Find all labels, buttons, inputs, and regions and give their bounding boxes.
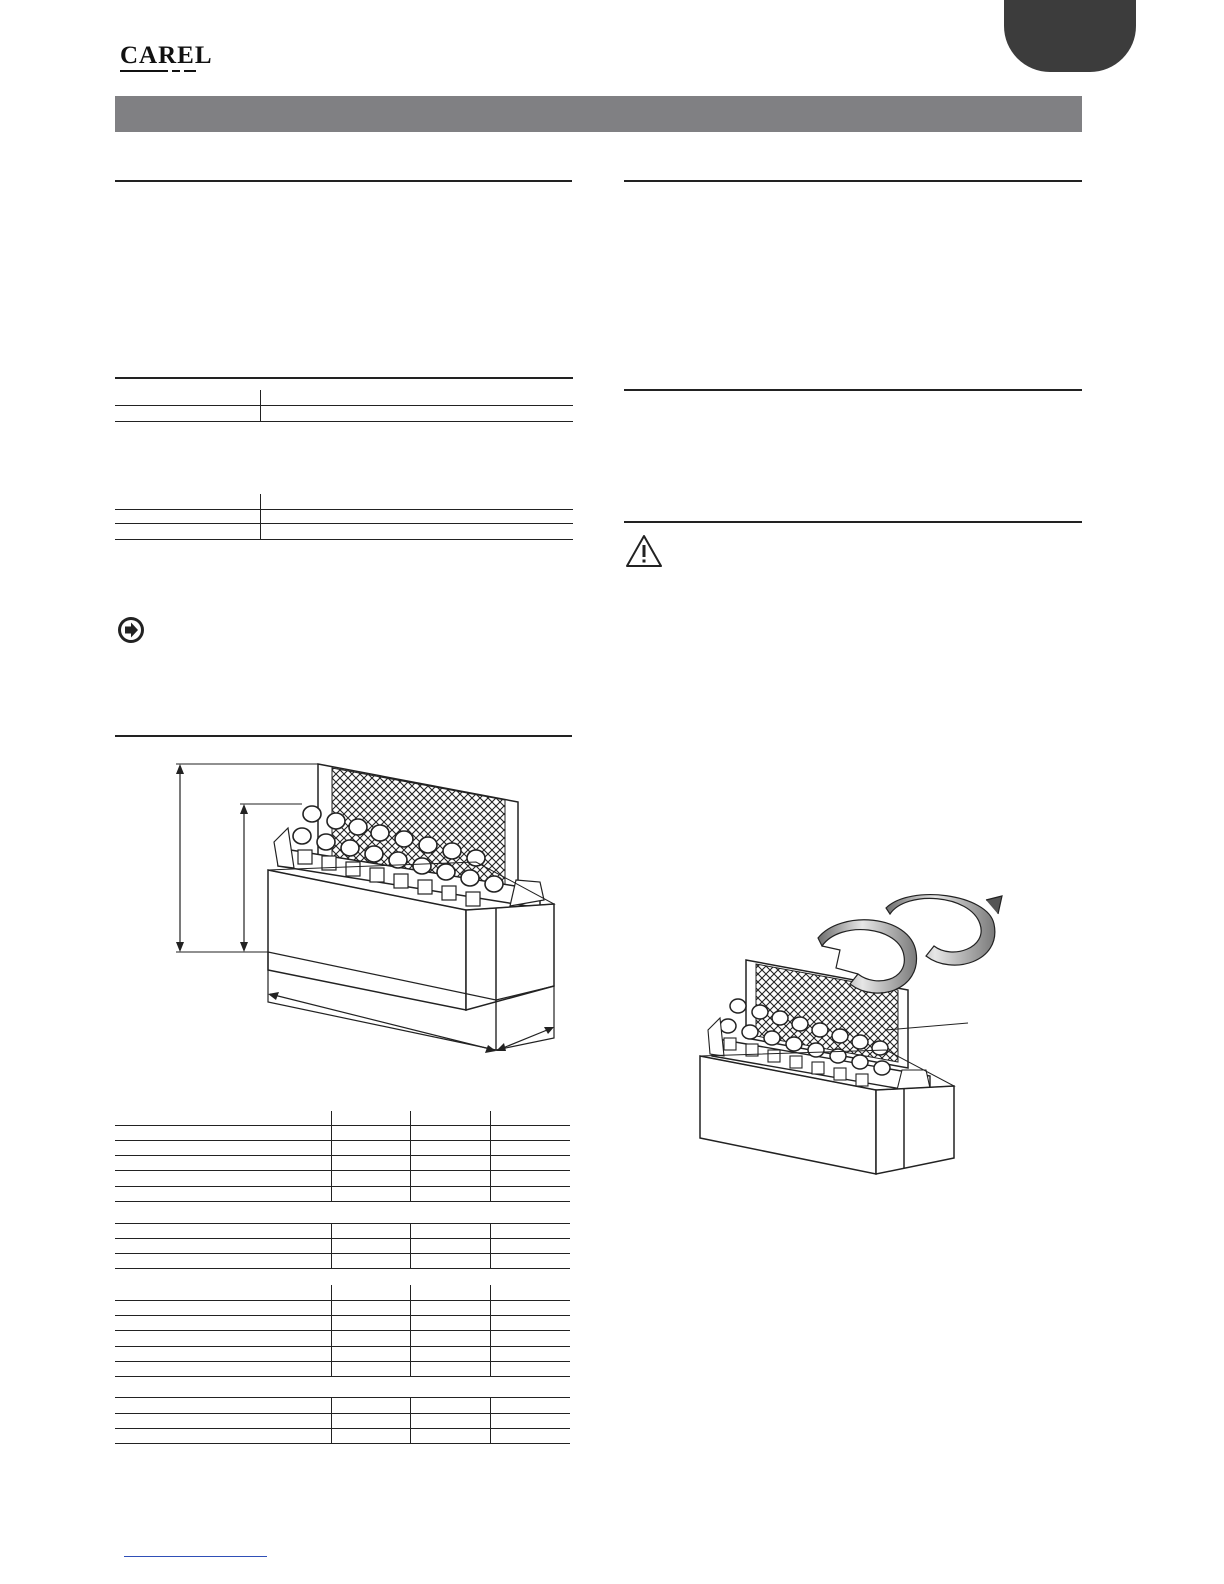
table-divider xyxy=(410,1111,411,1201)
section-rule xyxy=(624,389,1082,391)
section-rule xyxy=(624,180,1082,182)
humidifier-dimension-drawing xyxy=(160,750,580,1070)
table-divider xyxy=(331,1111,332,1201)
table-rule xyxy=(115,1300,570,1301)
warning-triangle-icon xyxy=(624,533,664,569)
table-rule xyxy=(115,523,573,524)
footer-link-underline xyxy=(124,1556,267,1557)
logo-underline xyxy=(120,70,168,72)
table-rule xyxy=(115,509,573,510)
table-rule xyxy=(115,377,573,379)
table-divider xyxy=(410,1223,411,1268)
section-rule xyxy=(115,180,572,182)
table-divider xyxy=(260,494,261,539)
logo-underline xyxy=(172,70,180,72)
table-divider xyxy=(260,390,261,421)
page-tab-corner xyxy=(1004,0,1136,72)
table-rule xyxy=(115,1361,570,1362)
table-rule xyxy=(115,421,573,422)
section-rule xyxy=(624,521,1082,523)
cabinet-side xyxy=(466,904,554,1010)
table-rule xyxy=(115,1201,570,1202)
chapter-header-bar xyxy=(115,96,1082,132)
humidifier-airflow-drawing xyxy=(690,890,1020,1190)
table-rule xyxy=(115,1238,570,1239)
table-rule xyxy=(115,1155,570,1156)
table-rule xyxy=(115,1170,570,1171)
table-rule xyxy=(115,1315,570,1316)
section-rule xyxy=(115,735,572,737)
carel-logo: CAREL xyxy=(120,42,213,69)
table-divider xyxy=(490,1285,491,1376)
table-rule xyxy=(115,1428,570,1429)
table-rule xyxy=(115,1253,570,1254)
table-rule xyxy=(115,539,573,540)
table-divider xyxy=(331,1397,332,1443)
table-divider xyxy=(410,1285,411,1376)
table-rule xyxy=(115,1268,570,1269)
table-rule xyxy=(115,1376,570,1377)
table-rule xyxy=(115,405,573,406)
table-rule xyxy=(115,1186,570,1187)
table-divider xyxy=(331,1223,332,1268)
logo-underline xyxy=(184,70,196,72)
table-divider xyxy=(490,1223,491,1268)
table-rule xyxy=(115,1140,570,1141)
table-rule xyxy=(115,1125,570,1126)
table-rule xyxy=(115,1413,570,1414)
table-rule xyxy=(115,1330,570,1331)
table-rule xyxy=(115,1443,570,1444)
table-divider xyxy=(490,1111,491,1201)
table-rule xyxy=(115,1223,570,1224)
table-divider xyxy=(490,1397,491,1443)
table-rule xyxy=(115,1346,570,1347)
arrow-right-circle-icon xyxy=(116,615,146,645)
table-rule xyxy=(115,1397,570,1398)
table-divider xyxy=(410,1397,411,1443)
table-divider xyxy=(331,1285,332,1376)
